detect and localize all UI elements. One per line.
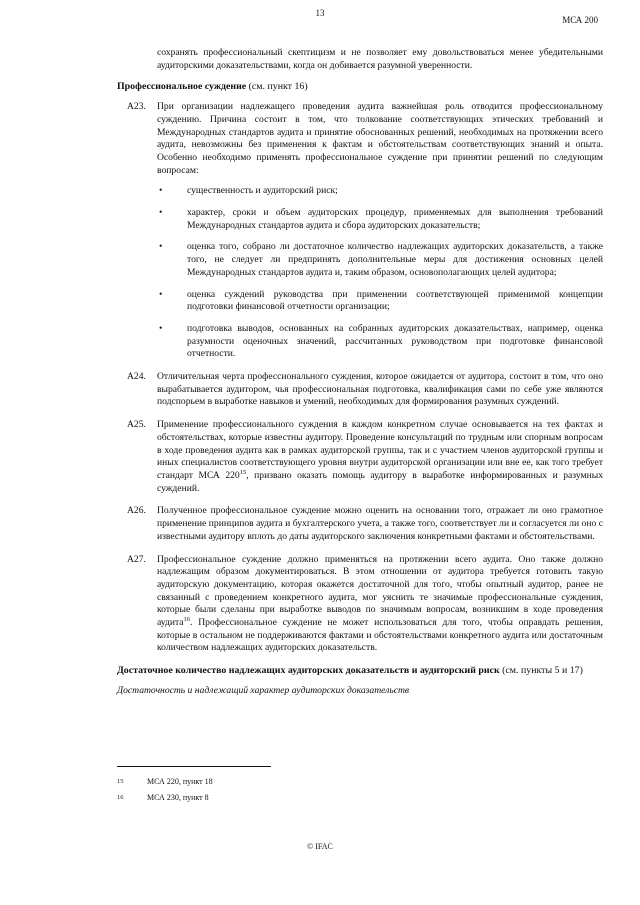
paragraph-a23 xyxy=(117,101,603,361)
paragraph-number: A23. xyxy=(127,101,146,113)
footnote-text: МСА 220, пункт 18 xyxy=(147,777,213,786)
paragraph-number: A27. xyxy=(127,553,146,565)
section-title: Достаточное количество надлежащих аудиторских доказательств и аудиторский риск xyxy=(117,665,500,677)
paragraph-text-part: . Профессиональное суждение не может использоваться для того, чтобы оправдать решения, которые в остальном не поддерживаются фактами и обстоятельствами конкретного аудита или достаточным количеством надлежащих аудиторских доказательств. xyxy=(157,617,603,654)
list-item xyxy=(157,289,603,314)
section-ref: (см. пункт 16) xyxy=(246,81,308,93)
list-item-text: подготовка выводов, основанных на собранных аудиторских доказательствах, например, оценка разумности оценочных значений, рассчитанных руководством при подготовке финансовой отчетности. xyxy=(187,322,603,360)
paragraph-text xyxy=(157,419,603,495)
footnote-text: МСА 230, пункт 8 xyxy=(147,793,209,802)
bullet-icon: • xyxy=(159,322,163,334)
paragraph-number: A25. xyxy=(127,419,146,431)
footnote xyxy=(117,776,213,787)
standard-code: МСА 200 xyxy=(562,15,598,25)
bullet-icon: • xyxy=(159,207,163,219)
paragraph-text-part: , призвано оказать помощь аудитору в выработке информированных и разумных суждений. xyxy=(157,469,603,494)
footnotes xyxy=(117,776,213,808)
paragraph-number: A24. xyxy=(127,371,146,383)
intro-continuation: сохранять профессиональный скептицизм и не позволяет ему довольствоваться менее убедительными аудиторскими доказательствами, когда он добивается разумной уверенности. xyxy=(157,47,603,71)
section-heading-professional-judgment xyxy=(117,81,603,94)
paragraph-text-part: Профессиональное суждение должно применяться на протяжении всего аудита. Оно также должно надлежащим образом документироваться. В этом отношении от аудитора требуется готовить такую аудиторскую документацию, которая окажется достаточной для того, чтобы опытный аудитор, ранее не связанный с проведением конкретного аудита, мог уяснить те значимые профессиональные суждения, которые были сделаны при выработке выводов по значимым вопросам, возникшим в ходе проведения аудита xyxy=(157,553,603,629)
paragraph-a26 xyxy=(117,505,603,543)
subheading: Достаточность и надлежащий характер аудиторских доказательств xyxy=(117,684,410,696)
list-item-text: оценка суждений руководства при применении соответствующей применимой концепции подготовки финансовой отчетности организации; xyxy=(187,288,603,313)
footnote-ref[interactable]: 15 xyxy=(239,468,247,476)
footnote-number: 16 xyxy=(117,794,124,801)
paragraph-text-part: Применение профессионального суждения в каждом конкретном случае основывается на тех фактах и обстоятельствах, которые известны аудитору. Проведение консультаций по трудным или спорным вопросам в ходе проведения аудита как в рамках аудиторской группы, так и с участием членов аудиторской группы и иных специалистов соответствующего уровня внутри аудиторской организации или вне ее, как того требует стандарт МСА 220 xyxy=(157,419,603,481)
list-item-text: характер, сроки и объем аудиторских процедур, применяемых для выполнения требований Международных стандартов аудита и сбора аудиторских доказательств; xyxy=(187,207,603,231)
copyright-footer: © IFAC xyxy=(307,842,333,851)
paragraph-text: При организации надлежащего проведения аудита важнейшая роль отводится профессиональному суждению. Причина состоит в том, что толкование соответствующих этических требований и Международных стандартов аудита и принятие обоснованных решений, необходимых на протяжении всего аудита, невозможны без применения к фактам и обстоятельствам соответствующих знаний и опыта. Особенно необходимо применять профессиональное суждение при принятии решений по следующим вопросам: xyxy=(157,101,603,176)
paragraph-number: A26. xyxy=(127,505,146,517)
paragraph-a25 xyxy=(117,419,603,495)
main-content xyxy=(117,47,603,698)
list-item xyxy=(157,241,603,279)
section-title: Профессиональное суждение xyxy=(117,81,247,93)
paragraph-a27 xyxy=(117,554,603,656)
bullet-icon: • xyxy=(159,288,163,300)
list-item-text: оценка того, собрано ли достаточное количество надлежащих аудиторских доказательств, а также того, не следует ли предпринять дополнительные меры для достижения основных целей Международных стандартов аудита и, таким образом, основополагающих целей аудитора; xyxy=(187,241,603,278)
footnote-number: 15 xyxy=(117,778,124,785)
list-item xyxy=(157,207,603,232)
paragraph-text: Полученное профессиональное суждение можно оценить на основании того, отражает ли оно грамотное применение принципов аудита и бухгалтерского учета, а также того, соответствует ли и согласуется ли оно с известными аудитору вплоть до даты аудиторского заключения конкретными фактами и обстоятельствами. xyxy=(157,505,603,542)
list-item-text: существенность и аудиторский риск; xyxy=(187,185,338,197)
section-heading-sufficient-evidence xyxy=(117,665,603,678)
footnote xyxy=(117,792,213,803)
bullet-list xyxy=(157,185,603,361)
paragraph-text xyxy=(157,554,603,656)
paragraph-a24 xyxy=(117,371,603,409)
section-ref: (см. пункты 5 и 17) xyxy=(499,665,583,677)
paragraph-text: Отличительная черта профессионального суждения, которое ожидается от аудитора, состоит в том, что оно вырабатывается аудитором, чья профессиональная подготовка, квалификация сами по себе уже являются подспорьем в выработке навыков и умений, необходимых для формирования разумных суждений. xyxy=(157,371,603,408)
page-number: 13 xyxy=(315,8,325,18)
bullet-icon: • xyxy=(159,241,163,253)
list-item xyxy=(157,185,603,198)
bullet-icon: • xyxy=(159,185,163,197)
list-item xyxy=(157,323,603,361)
footnote-divider xyxy=(117,766,271,767)
footnote-ref[interactable]: 16 xyxy=(183,615,191,623)
